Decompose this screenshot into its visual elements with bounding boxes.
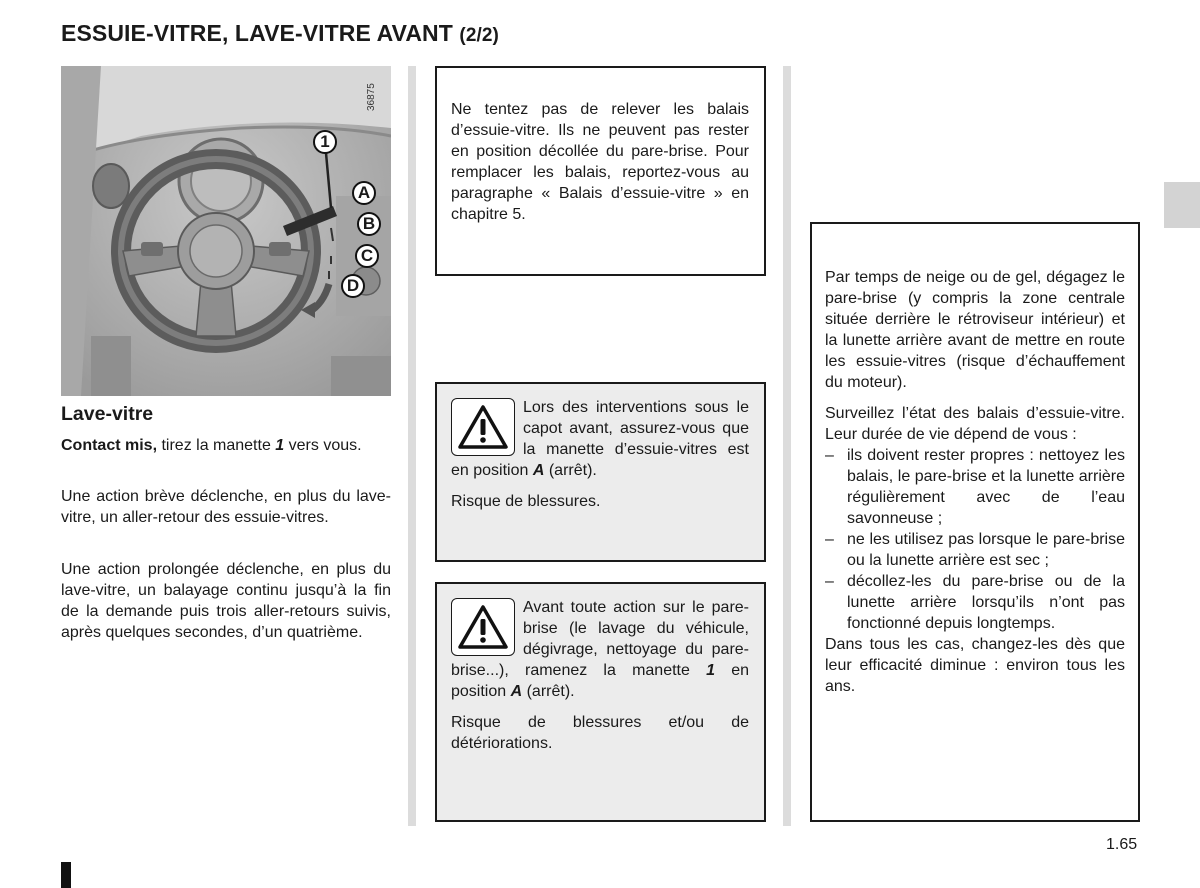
text-run: Lors des interventions sous le capot avant, assurez-vous que la manette d’essuie-vitres est en position (451, 399, 749, 479)
figure-number: 36875 (366, 83, 377, 111)
warning-triangle-icon (451, 598, 515, 656)
text-run: Avant toute action sur le pare-brise (le lavage du véhicule, dégivrage, nettoyage du pare-brise...), ramenez la manette (451, 599, 749, 679)
callout-C: C (355, 244, 379, 268)
text-run: (arrêt). (544, 462, 597, 479)
position-letter: A (532, 462, 545, 479)
callout-B: B (357, 212, 381, 236)
corner-mark (61, 862, 71, 888)
warning-box (435, 582, 766, 822)
list-item (825, 571, 1125, 634)
paragraph: Une action prolongée déclenche, en plus du lave-vitre, un balayage continu jusqu’à la fin de la demande puis trois aller-retours suivis, après quelques secondes, d’un quatrième. (61, 561, 391, 641)
callout-D: D (341, 274, 365, 298)
list-item (825, 445, 1125, 529)
warning-box (435, 382, 766, 562)
risk-text: Risque de blessures et/ou de détériorations. (451, 714, 749, 752)
page-title (61, 20, 499, 47)
text-run: en position (451, 662, 749, 700)
info-box (810, 222, 1140, 822)
title-text: ESSUIE-VITRE, LAVE-VITRE AVANT (61, 20, 453, 46)
paragraph: Une action brève déclenche, en plus du lave-vitre, un aller-retour des essuie-vitres. (61, 488, 391, 526)
title-part: (2/2) (459, 25, 499, 46)
callout-A: A (352, 181, 376, 205)
stalk-number: 1 (275, 437, 285, 454)
paragraph (61, 435, 391, 456)
steering-wheel-illustration (61, 66, 391, 396)
info-paragraph: Par temps de neige ou de gel, dégagez le pare-brise (y compris la zone centrale située derrière le rétroviseur intérieur) et la lunette arrière avant de mettre en route les essuie-vitres (risque d’échauffement du moteur). (825, 269, 1125, 391)
list-item-text: ne les utilisez pas lorsque le pare-brise ou la lunette arrière est sec ; (847, 531, 1125, 569)
text-run: tirez la manette (157, 437, 276, 454)
text-run: vers vous. (284, 437, 362, 454)
list-item-text: ils doivent rester propres : nettoyez les balais, le pare-brise et la lunette arrière régulièrement avec de l’eau savonneuse ; (847, 447, 1125, 527)
risk-text: Risque de blessures. (451, 493, 601, 510)
list-dash: – (825, 447, 834, 464)
warning-triangle-icon (451, 398, 515, 456)
list-item (825, 529, 1125, 571)
bold-lead: Contact mis, (61, 437, 158, 454)
column-divider (408, 66, 416, 826)
position-letter: A (510, 683, 523, 700)
column-divider (783, 66, 791, 826)
stalk-number: 1 (706, 662, 715, 679)
info-paragraph: Dans tous les cas, changez-les dès que leur efficacité diminue : environ tous les ans. (825, 636, 1125, 695)
list-item-text: décollez-les du pare-brise ou de la lunette arrière lorsqu’ils n’ont pas fonctionné depuis longtemps. (847, 573, 1125, 632)
list-dash: – (825, 531, 834, 548)
note-text: Ne tentez pas de relever les balais d’essuie-vitre. Ils ne peuvent pas rester en position décollée du pare-brise. Pour remplacer les balais, reportez-vous au paragraphe « Balais d’essuie-vitre » en chapitre 5. (451, 101, 749, 223)
section-heading: Lave-vitre (61, 403, 154, 425)
chapter-tab (1164, 182, 1200, 228)
page-number: 1.65 (1106, 836, 1138, 853)
text-run: (arrêt). (522, 683, 575, 700)
note-box (435, 66, 766, 276)
list-dash: – (825, 573, 834, 590)
info-paragraph: Surveillez l’état des balais d’essuie-vitre. Leur durée de vie dépend de vous : (825, 405, 1125, 443)
callout-1: 1 (313, 130, 337, 154)
